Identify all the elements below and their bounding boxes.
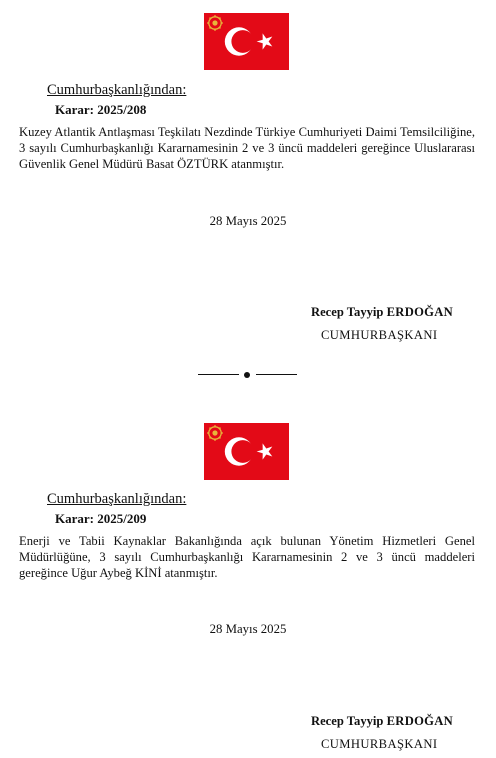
decree-text: Kuzey Atlantik Antlaşması Teşkilatı Nezdinde Türkiye Cumhuriyeti Daimi Temsilciliğine, 3 sayılı Cumhurbaşkanlığı Kararnamesinin 2 ve 3 üncü maddeleri gereğince Uluslararası Güvenlik Genel Müdürü Basat ÖZTÜRK atanmıştır. (19, 125, 475, 171)
signer-surname: ERDOĞAN (386, 714, 454, 728)
divider-line-left (198, 374, 239, 375)
turkish-flag-icon (204, 13, 289, 70)
signer-first-names: Recep Tayyip (311, 714, 384, 728)
decree-number: Karar: 2025/209 (55, 511, 147, 526)
signer-title: CUMHURBAŞKANI (321, 328, 438, 342)
turkish-flag-icon (204, 423, 289, 480)
divider-line-right (256, 374, 297, 375)
crescent-inner (231, 30, 254, 53)
section-divider (198, 372, 298, 378)
decree-date: 28 Mayıs 2025 (209, 622, 287, 636)
flag-graphic (204, 13, 289, 70)
signer-name (311, 305, 453, 320)
crescent-inner (231, 440, 254, 463)
divider-dot-icon (244, 372, 250, 378)
issuer-heading: Cumhurbaşkanlığından: (47, 491, 187, 507)
decree-date: 28 Mayıs 2025 (209, 214, 287, 228)
signer-name (311, 714, 453, 729)
signer-first-names: Recep Tayyip (311, 305, 384, 319)
flag-graphic (204, 423, 289, 480)
signer-surname: ERDOĞAN (386, 305, 454, 319)
decree-text: Enerji ve Tabii Kaynaklar Bakanlığında açık bulunan Yönetim Hizmetleri Genel Müdürlüğüne, 3 sayılı Cumhurbaşkanlığı Kararnamesinin 2 ve 3 üncü maddeleri gereğince Uğur Aybeğ KİNİ atanmıştır. (19, 534, 475, 580)
decree-number: Karar: 2025/208 (55, 102, 147, 117)
signer-title: CUMHURBAŞKANI (321, 737, 438, 751)
issuer-heading: Cumhurbaşkanlığından: (47, 82, 187, 98)
